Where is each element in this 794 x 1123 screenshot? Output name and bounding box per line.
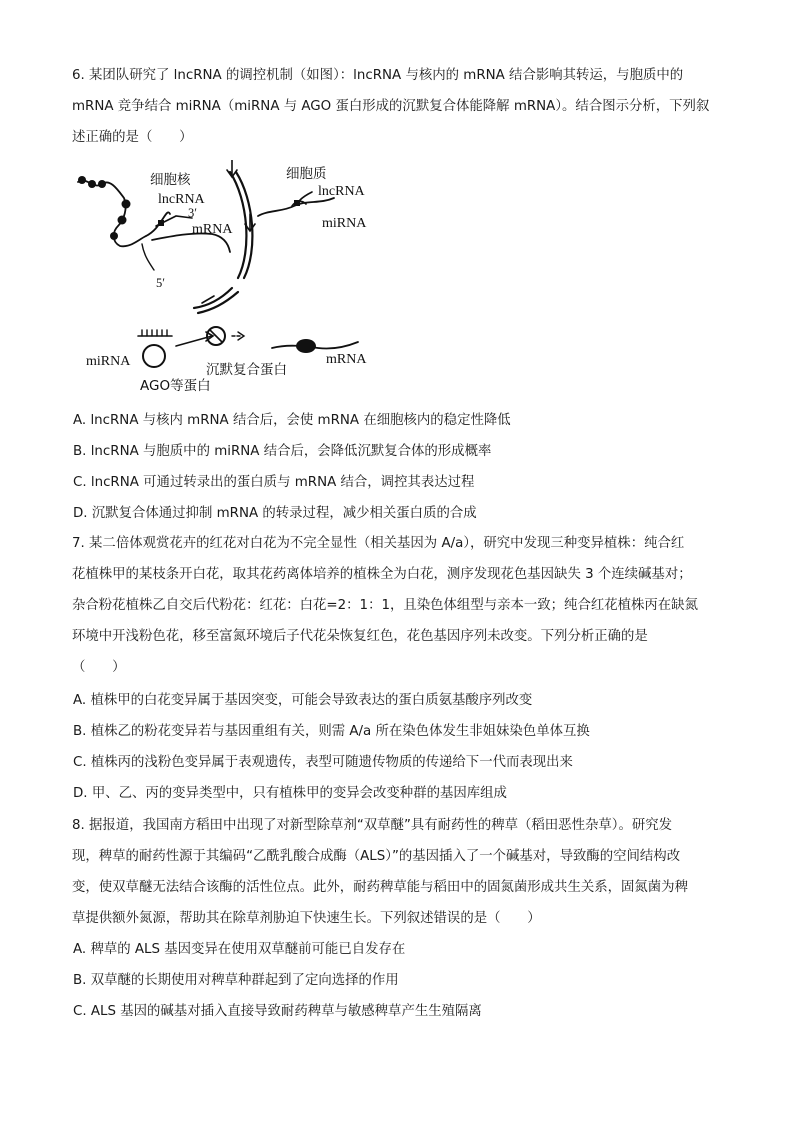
q6-stem-line-1: 6. 某团队研究了 lncRNA 的调控机制（如图）：lncRNA 与核内的 mRNA 结合影响其转运，与胞质中的 [72, 68, 684, 83]
q7-option-b: B. 植株乙的粉花变异若与基因重组有关，则需 A/a 所在染色体发生非姐妹染色单体互换 [73, 724, 590, 739]
q8-stem-line-3: 变，使双草醚无法结合该酶的活性位点。此外，耐药稗草能与稻田中的固氮菌形成共生关系，固氮菌为稗 [72, 880, 688, 895]
q8-stem-line-2: 现，稗草的耐药性源于其编码“乙酰乳酸合成酶（ALS）”的基因插入了一个碱基对，导致酶的空间结构改 [72, 849, 681, 864]
ago-protein-label: AGO等蛋白 [140, 378, 211, 394]
nucleus-label: 细胞核 [150, 172, 191, 188]
q7-stem-line-1: 7. 某二倍体观赏花卉的红花对白花为不完全显性（相关基因为 A/a），研究中发现三种变异植株：纯合红 [72, 536, 685, 551]
q8-option-c: C. ALS 基因的碱基对插入直接导致耐药稗草与敏感稗草产生生殖隔离 [73, 1004, 482, 1019]
q7-stem-line-2: 花植株甲的某枝条开白花，取其花药离体培养的植株全为白花，测序发现花色基因缺失 3 个连续碱基对； [72, 567, 692, 582]
five-prime-label: 5′ [156, 276, 165, 290]
q8-option-b: B. 双草醚的长期使用对稗草种群起到了定向选择的作用 [73, 973, 399, 988]
q7-stem-line-4: 环境中开浅粉色花，移至富氮环境后子代花朵恢复红色，花色基因序列未改变。下列分析正确的是 [72, 629, 648, 644]
q6-option-c: C. lncRNA 可通过转录出的蛋白质与 mRNA 结合，调控其表达过程 [73, 475, 475, 490]
q6-stem-line-3: 述正确的是（ ） [72, 130, 193, 145]
silencing-complex-label: 沉默复合蛋白 [206, 362, 287, 378]
lncrna-mechanism-figure [72, 160, 392, 392]
q8-stem-line-4: 草提供额外氮源，帮助其在除草剂胁迫下快速生长。下列叙述错误的是（ ） [72, 911, 541, 926]
q6-option-a: A. lncRNA 与核内 mRNA 结合后，会使 mRNA 在细胞核内的稳定性降低 [73, 413, 511, 428]
mrna-nucleus-label: mRNA [192, 222, 233, 237]
q7-option-a: A. 植株甲的白花变异属于基因突变，可能会导致表达的蛋白质氨基酸序列改变 [73, 693, 533, 708]
q7-option-c: C. 植株丙的浅粉色变异属于表观遗传，表型可随遗传物质的传递给下一代而表现出来 [73, 755, 573, 770]
mrna-bottom-label: mRNA [326, 352, 367, 367]
q7-stem-line-3: 杂合粉花植株乙自交后代粉花：红花：白花=2：1：1，且染色体组型与亲本一致；纯合红花植株丙在缺氮 [72, 598, 698, 613]
lncrna-nucleus-label: lncRNA [158, 192, 205, 207]
q6-option-b: B. lncRNA 与胞质中的 miRNA 结合后，会降低沉默复合体的形成概率 [73, 444, 492, 459]
q7-option-d: D. 甲、乙、丙的变异类型中，只有植株甲的变异会改变种群的基因库组成 [73, 786, 507, 801]
q7-stem-line-5: （ ） [72, 660, 126, 675]
q8-stem-line-1: 8. 据报道，我国南方稻田中出现了对新型除草剂“双草醚”具有耐药性的稗草（稻田恶性杂草）。研究发 [72, 818, 673, 833]
nuclear-membrane-lower [194, 288, 232, 308]
cytoplasm-label: 细胞质 [286, 166, 327, 182]
mirna-bottom-label: miRNA [86, 354, 131, 369]
q6-stem-line-2: mRNA 竞争结合 miRNA（miRNA 与 AGO 蛋白形成的沉默复合体能降解 mRNA）。结合图示分析，下列叙 [72, 99, 710, 114]
q6-option-d: D. 沉默复合体通过抑制 mRNA 的转录过程，减少相关蛋白质的合成 [73, 506, 477, 521]
q8-option-a: A. 稗草的 ALS 基因变异在使用双草醚前可能已自发存在 [73, 942, 406, 957]
three-prime-label: 3′ [188, 206, 197, 220]
lncrna-cytoplasm-label: lncRNA [318, 184, 365, 199]
mirna-cytoplasm-label: miRNA [322, 216, 367, 231]
